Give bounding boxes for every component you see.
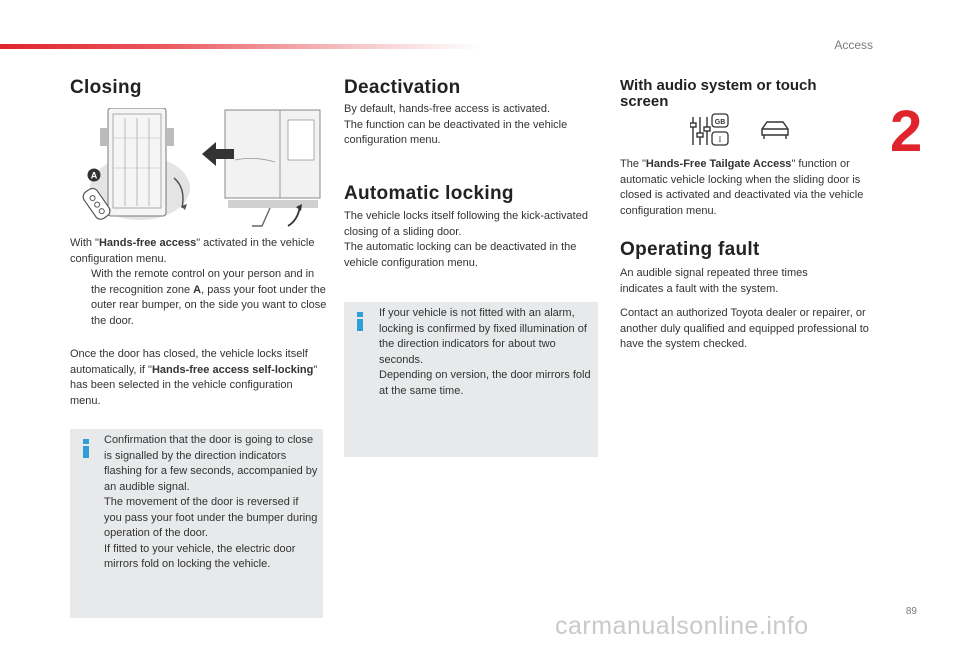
door-closing-drawing <box>200 108 322 230</box>
audio-system-text: The "Hands-Free Tailgate Access" function or automatic vehicle locking when the sliding door is closed is activated and deactivated via the vehicle configuration menu. <box>620 158 864 217</box>
watermark: carmanualsonline.info <box>555 612 809 640</box>
section-title: Access <box>834 38 873 52</box>
configuration-icons <box>690 113 800 147</box>
automatic-locking-heading: Automatic locking <box>344 183 514 204</box>
header-accent-bar <box>0 44 480 49</box>
automatic-locking-info-box <box>344 302 598 457</box>
info-icon <box>354 312 366 331</box>
deactivation-heading: Deactivation <box>344 77 461 98</box>
hands-free-closing-illustration <box>70 108 322 230</box>
audio-system-heading: With audio system or touch screen <box>620 77 817 110</box>
automatic-locking-info-text: If your vehicle is not fitted with an alarm, locking is confirmed by fixed illumination of the direction indicators for about two seconds. Depending on version, the door mirrors fold at the same time. <box>379 307 591 397</box>
van-top-view-drawing <box>70 108 195 230</box>
operating-fault-text-2: Contact an authorized Toyota dealer or repairer, or another duly qualified and equipped professional to have the system checked. <box>620 307 869 350</box>
closing-heading: Closing <box>70 77 142 98</box>
language-badge-icon <box>712 114 728 145</box>
operating-fault-heading: Operating fault <box>620 239 760 260</box>
operating-fault-text-1: An audible signal repeated three times indicates a fault with the system. <box>620 267 808 295</box>
zone-label-a: A <box>90 170 98 181</box>
chapter-number: 2 <box>890 99 923 164</box>
car-icon <box>762 122 788 139</box>
svg-text:GB: GB <box>714 119 726 126</box>
page-number: 89 <box>905 606 917 617</box>
closing-info-text: Confirmation that the door is going to close is signalled by the direction indicators flashing for a few seconds, accompanied by an audible signal. The movement of the door is reversed if you pass your foot under the bumper during operation of the door. If fitted to your vehicle, the electric door mirrors fold on locking the vehicle. <box>104 434 318 570</box>
info-icon <box>80 439 92 458</box>
settings-sliders-icon <box>690 117 710 145</box>
deactivation-text: By default, hands-free access is activated. The function can be deactivated in the vehicle configuration menu. <box>344 103 568 146</box>
closing-self-locking-note: Once the door has closed, the vehicle locks itself automatically, if "Hands-free access self-locking" has been selected in the vehicle configuration menu. <box>70 348 318 407</box>
automatic-locking-text: The vehicle locks itself following the kick-activated closing of a sliding door. The automatic locking can be deactivated in the vehicle configuration menu. <box>344 210 588 269</box>
svg-text:I: I <box>718 135 722 144</box>
closing-intro: With "Hands-free access" activated in the vehicle configuration menu. <box>70 237 315 265</box>
closing-info-box <box>70 429 323 618</box>
